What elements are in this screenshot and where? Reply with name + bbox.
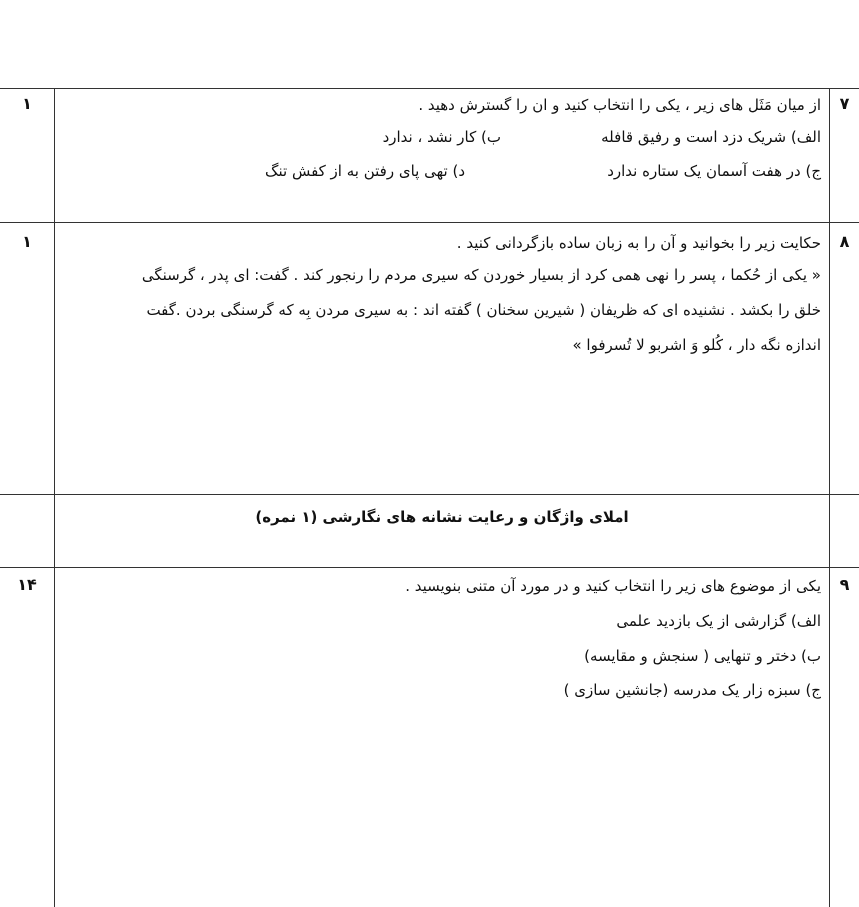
question-number: ۹ bbox=[839, 575, 850, 594]
row-divider-q7 bbox=[0, 222, 859, 223]
story-line: « یکی از حُکما ، پسر را نهی همی کرد از بسیار خوردن که سیری مردم را رنجور کند . گفت: ای پدر ، گرسنگی bbox=[141, 266, 821, 284]
score-column-divider bbox=[54, 88, 55, 907]
table-top-border bbox=[0, 88, 859, 89]
question-score: ۱ bbox=[22, 94, 32, 113]
option-d: د) تهی پای رفتن به از کفش تنگ bbox=[265, 162, 465, 180]
option-c: ج) در هفت آسمان یک ستاره ندارد bbox=[607, 162, 821, 180]
question-instruction: حکایت زیر را بخوانید و آن را به زبان ساده بازگردانی کنید . bbox=[456, 234, 821, 252]
question-instruction: از میان مَثَل های زیر ، یکی را انتخاب کنید و ان را گسترش دهید . bbox=[418, 96, 821, 114]
number-column-divider bbox=[829, 88, 830, 907]
row-divider-section bbox=[0, 567, 859, 568]
option-c: ج) سبزه زار یک مدرسه (جانشین سازی ) bbox=[563, 681, 821, 699]
option-b: ب) دختر و تنهایی ( سنجش و مقایسه) bbox=[584, 647, 821, 665]
option-a: الف) گزارشی از یک بازدید علمی bbox=[616, 612, 821, 630]
story-line: خلق را بکشد . نشنیده ای که ظریفان ( شیرین سخنان ) گفته اند : به سیری مردن بِه که گرسنگی بردن .گفت bbox=[146, 301, 821, 319]
row-divider-q8 bbox=[0, 494, 859, 495]
story-line: اندازه نگه دار ، کُلو وَ اشربو لا تُسرفوا » bbox=[572, 336, 821, 354]
question-score: ۱۴ bbox=[17, 575, 37, 594]
question-number: ۸ bbox=[839, 232, 850, 251]
option-b: ب) کار نشد ، ندارد bbox=[382, 128, 501, 146]
question-number: ۷ bbox=[839, 94, 850, 113]
question-instruction: یکی از موضوع های زیر را انتخاب کنید و در مورد آن متنی بنویسید . bbox=[405, 577, 821, 595]
question-score: ۱ bbox=[22, 232, 32, 251]
section-title: املای واژگان و رعایت نشانه های نگارشی (۱ نمره) bbox=[255, 508, 629, 526]
option-a: الف) شریک دزد است و رفیق قافله bbox=[601, 128, 821, 146]
